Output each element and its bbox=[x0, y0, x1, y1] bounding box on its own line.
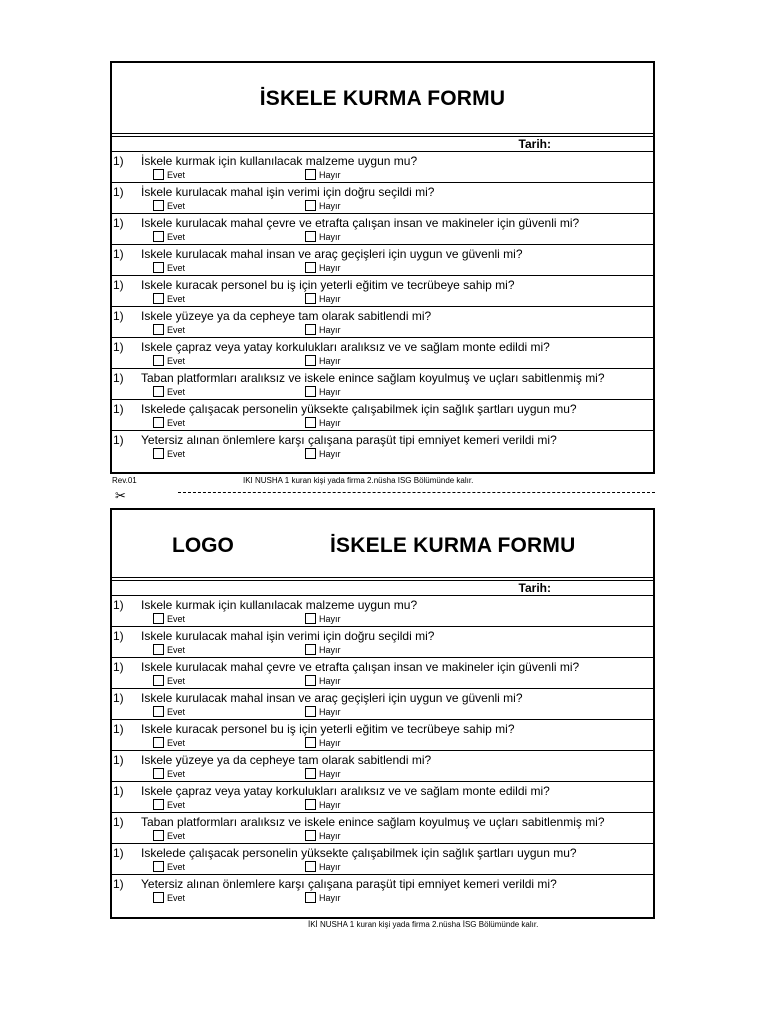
evet-label: Evet bbox=[167, 324, 186, 335]
hayir-option[interactable] bbox=[305, 386, 341, 397]
evet-checkbox[interactable] bbox=[153, 386, 164, 397]
evet-option[interactable] bbox=[153, 830, 185, 841]
hayir-option[interactable] bbox=[305, 262, 341, 273]
hayir-checkbox[interactable] bbox=[305, 448, 316, 459]
evet-option[interactable] bbox=[153, 324, 185, 335]
hayir-checkbox[interactable] bbox=[305, 231, 316, 242]
logo-placeholder: LOGO bbox=[172, 534, 234, 557]
question-row bbox=[112, 245, 653, 276]
evet-label: Evet bbox=[167, 706, 186, 717]
hayir-checkbox[interactable] bbox=[305, 324, 316, 335]
question-row bbox=[112, 276, 653, 307]
hayir-checkbox[interactable] bbox=[305, 169, 316, 180]
form-top bbox=[110, 61, 655, 474]
hayir-label: Hayır bbox=[319, 386, 341, 397]
hayir-label: Hayır bbox=[319, 644, 341, 655]
hayir-label: Hayır bbox=[319, 262, 341, 273]
hayir-option[interactable] bbox=[305, 706, 341, 717]
question-text: Iskele yüzeye ya da cepheye tam olarak sabitlendi mi? bbox=[141, 309, 432, 323]
hayir-checkbox[interactable] bbox=[305, 861, 316, 872]
evet-checkbox[interactable] bbox=[153, 169, 164, 180]
cut-line bbox=[178, 492, 655, 493]
evet-label: Evet bbox=[167, 355, 186, 366]
question-number: 1) bbox=[113, 815, 124, 829]
evet-option[interactable] bbox=[153, 386, 185, 397]
form-title: İSKELE KURMA FORMU bbox=[259, 87, 506, 110]
evet-label: Evet bbox=[167, 448, 186, 459]
hayir-label: Hayır bbox=[319, 448, 341, 459]
evet-label: Evet bbox=[167, 169, 186, 180]
hayir-option[interactable] bbox=[305, 169, 341, 180]
question-number: 1) bbox=[113, 185, 124, 199]
question-row bbox=[112, 400, 653, 431]
question-text: İskele kurmak için kullanılacak malzeme uygun mu? bbox=[141, 154, 418, 168]
question-row bbox=[112, 152, 653, 183]
evet-option[interactable] bbox=[153, 768, 185, 779]
question-number: 1) bbox=[113, 877, 124, 891]
hayir-label: Hayır bbox=[319, 417, 341, 428]
question-number: 1) bbox=[113, 154, 124, 168]
hayir-checkbox[interactable] bbox=[305, 830, 316, 841]
evet-label: Evet bbox=[167, 644, 186, 655]
revision-label: Rev.01 bbox=[112, 476, 137, 485]
evet-label: Evet bbox=[167, 262, 186, 273]
evet-label: Evet bbox=[167, 737, 186, 748]
form-header bbox=[112, 63, 653, 134]
question-row bbox=[112, 782, 653, 813]
question-row bbox=[112, 627, 653, 658]
evet-checkbox[interactable] bbox=[153, 892, 164, 903]
hayir-checkbox[interactable] bbox=[305, 892, 316, 903]
evet-option[interactable] bbox=[153, 231, 185, 242]
evet-checkbox[interactable] bbox=[153, 293, 164, 304]
hayir-option[interactable] bbox=[305, 799, 341, 810]
hayir-checkbox[interactable] bbox=[305, 200, 316, 211]
evet-label: Evet bbox=[167, 861, 186, 872]
question-row bbox=[112, 658, 653, 689]
form-header bbox=[112, 510, 653, 578]
date-row bbox=[112, 581, 653, 596]
question-number: 1) bbox=[113, 722, 124, 736]
question-text: Iskele kurulacak mahal çevre ve etrafta çalışan insan ve makineler için güvenli mi? bbox=[141, 660, 580, 674]
evet-label: Evet bbox=[167, 417, 186, 428]
evet-option[interactable] bbox=[153, 613, 185, 624]
hayir-option[interactable] bbox=[305, 293, 341, 304]
hayir-option[interactable] bbox=[305, 200, 341, 211]
evet-checkbox[interactable] bbox=[153, 324, 164, 335]
hayir-checkbox[interactable] bbox=[305, 386, 316, 397]
question-text: Iskele yüzeye ya da cepheye tam olarak sabitlendi mi? bbox=[141, 753, 432, 767]
evet-checkbox[interactable] bbox=[153, 355, 164, 366]
evet-option[interactable] bbox=[153, 892, 185, 903]
question-number: 1) bbox=[113, 784, 124, 798]
hayir-option[interactable] bbox=[305, 892, 341, 903]
question-number: 1) bbox=[113, 371, 124, 385]
question-row bbox=[112, 307, 653, 338]
evet-checkbox[interactable] bbox=[153, 737, 164, 748]
hayir-option[interactable] bbox=[305, 768, 341, 779]
question-row bbox=[112, 813, 653, 844]
evet-label: Evet bbox=[167, 799, 186, 810]
hayir-option[interactable] bbox=[305, 417, 341, 428]
form-bottom bbox=[110, 508, 655, 919]
hayir-checkbox[interactable] bbox=[305, 675, 316, 686]
hayir-checkbox[interactable] bbox=[305, 417, 316, 428]
evet-checkbox[interactable] bbox=[153, 613, 164, 624]
evet-option[interactable] bbox=[153, 737, 185, 748]
question-text: Yetersiz alınan önlemlere karşı çalışana paraşüt tipi emniyet kemeri verildi mi? bbox=[141, 433, 557, 447]
question-row bbox=[112, 183, 653, 214]
hayir-option[interactable] bbox=[305, 324, 341, 335]
evet-checkbox[interactable] bbox=[153, 262, 164, 273]
question-text: Iskele çapraz veya yatay korkulukları aralıksız ve ve sağlam monte edildi mi? bbox=[141, 340, 550, 354]
hayir-option[interactable] bbox=[305, 448, 341, 459]
question-number: 1) bbox=[113, 433, 124, 447]
question-text: Iskele kurulacak mahal çevre ve etrafta çalışan insan ve makineler için güvenli mi? bbox=[141, 216, 580, 230]
evet-option[interactable] bbox=[153, 448, 185, 459]
question-row bbox=[112, 720, 653, 751]
evet-label: Evet bbox=[167, 830, 186, 841]
hayir-label: Hayır bbox=[319, 830, 341, 841]
question-number: 1) bbox=[113, 629, 124, 643]
question-row bbox=[112, 338, 653, 369]
question-row bbox=[112, 751, 653, 782]
hayir-label: Hayır bbox=[319, 169, 341, 180]
question-row bbox=[112, 431, 653, 462]
hayir-label: Hayır bbox=[319, 799, 341, 810]
hayir-label: Hayır bbox=[319, 613, 341, 624]
evet-label: Evet bbox=[167, 386, 186, 397]
evet-checkbox[interactable] bbox=[153, 830, 164, 841]
copy-note: İKİ NUSHA 1 kuran kişi yada firma 2.nüsha İSG Bölümünde kalır. bbox=[308, 920, 539, 929]
date-label: Tarih: bbox=[518, 581, 551, 595]
evet-checkbox[interactable] bbox=[153, 768, 164, 779]
hayir-checkbox[interactable] bbox=[305, 262, 316, 273]
question-text: Iskele kurmak için kullanılacak malzeme uygun mu? bbox=[141, 598, 418, 612]
question-text: Iskele kuracak personel bu iş için yeterli eğitim ve tecrübeye sahip mi? bbox=[141, 278, 515, 292]
question-text: Iskele çapraz veya yatay korkulukları aralıksız ve ve sağlam monte edildi mi? bbox=[141, 784, 550, 798]
question-text: Taban platformları aralıksız ve iskele enince sağlam koyulmuş ve uçları sabitlenmiş mi? bbox=[141, 815, 605, 829]
evet-label: Evet bbox=[167, 675, 186, 686]
evet-checkbox[interactable] bbox=[153, 799, 164, 810]
hayir-option[interactable] bbox=[305, 613, 341, 624]
question-row bbox=[112, 596, 653, 627]
question-row bbox=[112, 844, 653, 875]
hayir-label: Hayır bbox=[319, 861, 341, 872]
evet-label: Evet bbox=[167, 892, 186, 903]
hayir-label: Hayır bbox=[319, 355, 341, 366]
hayir-label: Hayır bbox=[319, 892, 341, 903]
evet-option[interactable] bbox=[153, 200, 185, 211]
question-number: 1) bbox=[113, 660, 124, 674]
question-number: 1) bbox=[113, 753, 124, 767]
question-row bbox=[112, 214, 653, 245]
hayir-label: Hayır bbox=[319, 737, 341, 748]
hayir-label: Hayır bbox=[319, 231, 341, 242]
question-number: 1) bbox=[113, 216, 124, 230]
evet-option[interactable] bbox=[153, 644, 185, 655]
evet-option[interactable] bbox=[153, 262, 185, 273]
hayir-label: Hayır bbox=[319, 675, 341, 686]
question-number: 1) bbox=[113, 402, 124, 416]
evet-checkbox[interactable] bbox=[153, 231, 164, 242]
evet-option[interactable] bbox=[153, 293, 185, 304]
question-text: Iskele kurulacak mahal insan ve araç geçişleri için uygun ve güvenli mi? bbox=[141, 247, 523, 261]
evet-checkbox[interactable] bbox=[153, 200, 164, 211]
hayir-label: Hayır bbox=[319, 768, 341, 779]
hayir-checkbox[interactable] bbox=[305, 706, 316, 717]
evet-option[interactable] bbox=[153, 861, 185, 872]
question-text: Iskele kuracak personel bu iş için yeterli eğitim ve tecrübeye sahip mi? bbox=[141, 722, 515, 736]
evet-checkbox[interactable] bbox=[153, 644, 164, 655]
question-text: Yetersiz alınan önlemlere karşı çalışana paraşüt tipi emniyet kemeri verildi mi? bbox=[141, 877, 557, 891]
hayir-checkbox[interactable] bbox=[305, 293, 316, 304]
hayir-label: Hayır bbox=[319, 324, 341, 335]
hayir-checkbox[interactable] bbox=[305, 768, 316, 779]
hayir-option[interactable] bbox=[305, 737, 341, 748]
evet-label: Evet bbox=[167, 768, 186, 779]
question-text: Iskele kurulacak mahal işin verimi için doğru seçildi mi? bbox=[141, 629, 435, 643]
hayir-label: Hayır bbox=[319, 293, 341, 304]
question-number: 1) bbox=[113, 846, 124, 860]
question-row bbox=[112, 875, 653, 906]
question-text: İskele kurulacak mahal işin verimi için doğru seçildi mi? bbox=[141, 185, 435, 199]
question-list bbox=[112, 152, 653, 462]
hayir-label: Hayır bbox=[319, 706, 341, 717]
hayir-option[interactable] bbox=[305, 355, 341, 366]
evet-option[interactable] bbox=[153, 355, 185, 366]
evet-label: Evet bbox=[167, 231, 186, 242]
hayir-option[interactable] bbox=[305, 231, 341, 242]
date-row bbox=[112, 137, 653, 152]
copy-note: IKI NUSHA 1 kuran kişi yada firma 2.nüsha ISG Bölümünde kalır. bbox=[243, 476, 474, 485]
question-text: Iskele kurulacak mahal insan ve araç geçişleri için uygun ve güvenli mi? bbox=[141, 691, 523, 705]
question-number: 1) bbox=[113, 247, 124, 261]
question-number: 1) bbox=[113, 598, 124, 612]
evet-checkbox[interactable] bbox=[153, 861, 164, 872]
question-text: Iskelede çalışacak personelin yüksekte çalışabilmek için sağlık şartları uygun mu? bbox=[141, 846, 577, 860]
evet-label: Evet bbox=[167, 613, 186, 624]
evet-option[interactable] bbox=[153, 417, 185, 428]
form-title: İSKELE KURMA FORMU bbox=[330, 534, 576, 557]
question-row bbox=[112, 689, 653, 720]
evet-option[interactable] bbox=[153, 169, 185, 180]
question-text: Iskelede çalışacak personelin yüksekte çalışabilmek için sağlık şartları uygun mu? bbox=[141, 402, 577, 416]
hayir-option[interactable] bbox=[305, 830, 341, 841]
question-row bbox=[112, 369, 653, 400]
hayir-option[interactable] bbox=[305, 675, 341, 686]
evet-checkbox[interactable] bbox=[153, 706, 164, 717]
evet-option[interactable] bbox=[153, 675, 185, 686]
scissors-icon: ✂ bbox=[115, 488, 126, 503]
evet-checkbox[interactable] bbox=[153, 675, 164, 686]
evet-checkbox[interactable] bbox=[153, 417, 164, 428]
question-number: 1) bbox=[113, 340, 124, 354]
question-list bbox=[112, 596, 653, 906]
evet-checkbox[interactable] bbox=[153, 448, 164, 459]
date-label: Tarih: bbox=[518, 137, 551, 151]
hayir-option[interactable] bbox=[305, 861, 341, 872]
hayir-checkbox[interactable] bbox=[305, 613, 316, 624]
question-number: 1) bbox=[113, 691, 124, 705]
hayir-checkbox[interactable] bbox=[305, 644, 316, 655]
hayir-checkbox[interactable] bbox=[305, 355, 316, 366]
evet-option[interactable] bbox=[153, 706, 185, 717]
hayir-checkbox[interactable] bbox=[305, 799, 316, 810]
hayir-option[interactable] bbox=[305, 644, 341, 655]
question-number: 1) bbox=[113, 309, 124, 323]
hayir-label: Hayır bbox=[319, 200, 341, 211]
evet-option[interactable] bbox=[153, 799, 185, 810]
evet-label: Evet bbox=[167, 293, 186, 304]
question-number: 1) bbox=[113, 278, 124, 292]
hayir-checkbox[interactable] bbox=[305, 737, 316, 748]
question-text: Taban platformları aralıksız ve iskele enince sağlam koyulmuş ve uçları sabitlenmiş mi? bbox=[141, 371, 605, 385]
evet-label: Evet bbox=[167, 200, 186, 211]
